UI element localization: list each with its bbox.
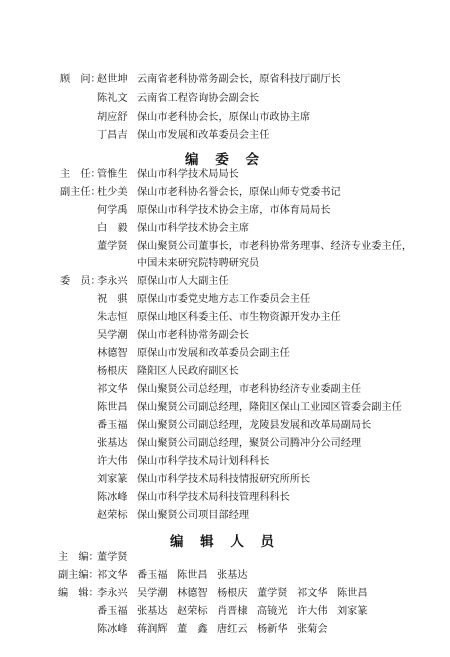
- member-title: 原保山地区科委主任、市生物资源开发办主任: [137, 312, 341, 323]
- editorial-heading: 编 辑 人 员: [169, 534, 281, 550]
- member-title: 原保山市人大副主任: [137, 276, 229, 287]
- staff-name: 杨根庆: [217, 588, 248, 599]
- member-name: 刘家篆: [97, 474, 128, 485]
- staff-name: 番玉福: [97, 606, 128, 617]
- member-name: 赵荣标: [97, 510, 128, 521]
- committee-heading: 编 委 会: [185, 152, 265, 168]
- staff-name: 张基达: [217, 570, 248, 581]
- staff-name: 唐红云: [217, 624, 248, 635]
- member-name: 杨根庆: [97, 366, 128, 377]
- staff-name: 张菊会: [297, 624, 328, 635]
- member-name: 白 毅: [97, 223, 128, 234]
- member-name: 林德智: [97, 348, 128, 359]
- member-title: 保山聚贤公司董事长，市老科协常务理事、经济专业委主任，: [137, 241, 413, 252]
- member-name: 何学禹: [97, 205, 128, 216]
- member-title: 云南省老科协常务副会长，原省科技厅副厅长: [137, 74, 341, 85]
- member-title: 保山聚贤公司副总经理，聚贤公司腾冲分公司经理: [137, 438, 362, 449]
- staff-name: 许大伟: [297, 606, 328, 617]
- staff-name: 陈世昌: [177, 570, 208, 581]
- staff-name: 张基达: [137, 606, 168, 617]
- member-title: 保山聚贤公司副总经理，隆阳区保山工业园区管委会副主任: [137, 402, 402, 413]
- member-title: 保山市老科协名誉会长，原保山师专党委书记: [137, 187, 341, 198]
- member-name: 祁文华: [97, 384, 128, 395]
- role-label: 主 编：: [58, 552, 99, 563]
- staff-name: 陈世昌: [337, 588, 368, 599]
- member-title: 保山聚贤公司项目部经理: [137, 510, 250, 521]
- member-title: 保山市科学技术协会主席: [137, 223, 250, 234]
- staff-name: 李永兴: [97, 588, 128, 599]
- member-title: 保山市发展和改革委员会主任: [137, 130, 270, 141]
- staff-name: 番玉福: [137, 570, 168, 581]
- staff-name: 陈冰峰: [97, 624, 128, 635]
- member-name: 番玉福: [97, 420, 128, 431]
- member-name: 张基达: [97, 438, 128, 449]
- staff-name: 蒋润辉: [137, 624, 168, 635]
- member-name: 祝 骐: [97, 294, 128, 305]
- member-name: 杜少美: [97, 187, 128, 198]
- staff-name: 赵荣标: [177, 606, 208, 617]
- role-label: 主 任：: [60, 169, 101, 180]
- member-title: 原保山市发展和改革委员会副主任: [137, 348, 290, 359]
- role-label: 副主任：: [60, 187, 101, 198]
- staff-name: 董学贤: [97, 552, 128, 563]
- staff-name: 刘家篆: [337, 606, 368, 617]
- member-title: 原保山市科学技术协会主席，市体育局局长: [137, 205, 331, 216]
- member-title: 保山市科学技术局局长: [137, 169, 239, 180]
- member-title: 保山市老科协会长，原保山市政协主席: [137, 112, 311, 123]
- member-title: 保山聚贤公司总经理，市老科协经济专业委副主任: [137, 384, 362, 395]
- role-label: 顾 问：: [60, 74, 101, 85]
- member-name: 赵世坤: [97, 74, 128, 85]
- member-name: 吴学潮: [97, 330, 128, 341]
- member-title: 云南省工程咨询协会副会长: [137, 93, 260, 104]
- member-name: 陈礼文: [97, 93, 128, 104]
- staff-name: 吴学潮: [137, 588, 168, 599]
- member-name: 丁昌吉: [97, 130, 128, 141]
- staff-name: 董学贤: [257, 588, 288, 599]
- staff-name: 高镜光: [257, 606, 288, 617]
- staff-name: 董 鑫: [177, 624, 208, 635]
- staff-name: 祁文华: [97, 570, 128, 581]
- member-title: 保山市科学技术局科技情报研究所所长: [137, 474, 311, 485]
- member-title: 保山市科学技术局计划科科长: [137, 456, 270, 467]
- member-title: 保山市老科协常务副会长: [137, 330, 250, 341]
- role-label: 副主编：: [58, 570, 99, 581]
- member-title: 保山聚贤公司副总经理，龙陵县发展和改革局副局长: [137, 420, 372, 431]
- member-title: 隆阳区人民政府副区长: [137, 366, 239, 377]
- staff-name: 林德智: [177, 588, 208, 599]
- staff-name: 杨新华: [257, 624, 288, 635]
- staff-name: 祁文华: [297, 588, 328, 599]
- member-name: 管惟生: [97, 169, 128, 180]
- member-title: 原保山市委党史地方志工作委员会主任: [137, 294, 311, 305]
- staff-name: 肖晋棣: [217, 606, 248, 617]
- member-name: 朱志恒: [97, 312, 128, 323]
- member-name: 胡应舒: [97, 112, 128, 123]
- member-name: 李永兴: [97, 276, 128, 287]
- member-name: 陈世昌: [97, 402, 128, 413]
- member-title: 保山市科学技术局科技管理科科长: [137, 492, 290, 503]
- member-name: 许大伟: [97, 456, 128, 467]
- member-name: 陈冰峰: [97, 492, 128, 503]
- member-name: 董学贤: [97, 241, 128, 252]
- member-title-continuation: 中国未来研究院特聘研究员: [137, 258, 260, 269]
- role-label: 委 员：: [60, 276, 101, 287]
- role-label: 编 辑：: [58, 588, 99, 599]
